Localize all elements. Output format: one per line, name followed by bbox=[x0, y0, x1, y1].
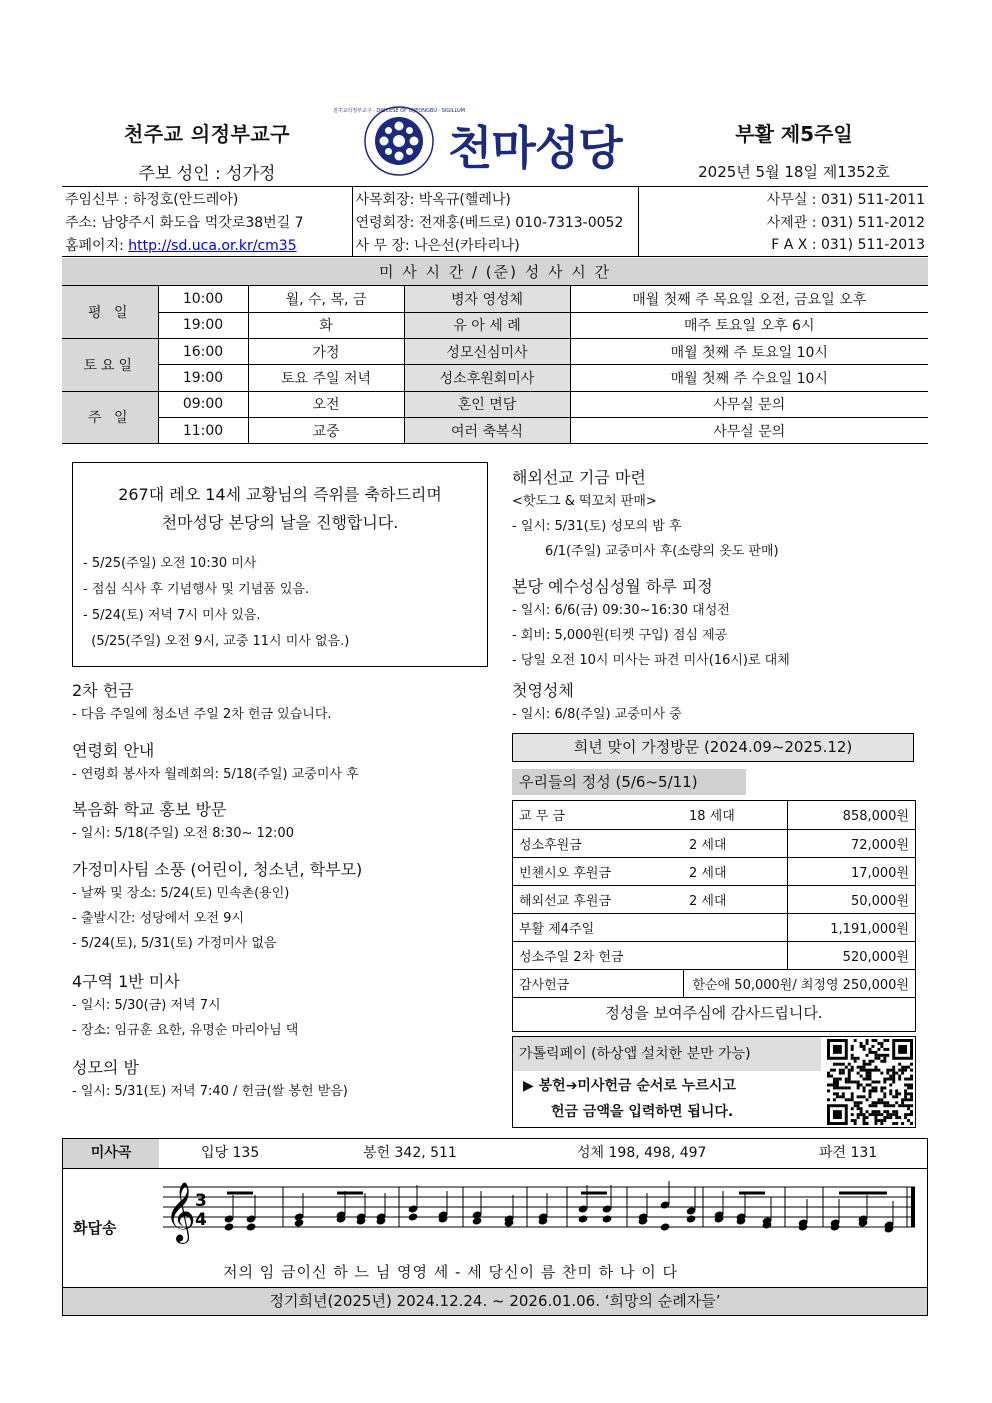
offering-amount: 1,191,000원 bbox=[787, 913, 915, 941]
offering-category: 교 무 금 bbox=[513, 801, 683, 829]
mass-time: 19:00 bbox=[158, 312, 248, 338]
thanks-message: 정성을 보여주심에 감사드립니다. bbox=[512, 997, 916, 1032]
section-marian-night bbox=[72, 1057, 492, 1104]
catholic-pay-box bbox=[512, 1036, 916, 1128]
mass-time: 16:00 bbox=[158, 339, 248, 365]
psalm-lyrics: 저의 임 금이신 하 느 님 영영 세 - 세 당신이 름 찬미 하 나 이 다 bbox=[223, 1263, 678, 1281]
liturgical-week: 부활 제5주일 bbox=[735, 122, 853, 146]
diocese-name: 천주교 의정부교구 bbox=[123, 122, 291, 146]
catholic-pay-step-1: ▶ 봉헌➔미사헌금 순서로 누르시고 bbox=[523, 1078, 736, 1094]
sacrament-note: 사무실 문의 bbox=[570, 417, 928, 443]
offering-category: 부활 제4주일 bbox=[513, 913, 787, 941]
section-line: - 일시: 5/30(금) 저녁 7시 bbox=[72, 998, 221, 1013]
offering-amount: 520,000원 bbox=[787, 941, 915, 969]
offering-category: 성소주일 2차 헌금 bbox=[513, 941, 787, 969]
table-row bbox=[513, 801, 915, 829]
list-item: - 점심 식사 후 기념행사 및 기념품 있음. bbox=[83, 582, 310, 597]
section-sacred-heart-retreat bbox=[512, 576, 928, 673]
hymn-entrance: 입당 135 bbox=[201, 1145, 260, 1161]
funeral-society-president: 연령회장: 전재홍(베드로) 010-7313-0052 bbox=[352, 210, 638, 233]
time-signature-bottom: 4 bbox=[195, 1210, 207, 1230]
info-row bbox=[62, 233, 928, 256]
table-row bbox=[513, 941, 915, 969]
info-row bbox=[62, 210, 928, 233]
sacrament: 병자 영성체 bbox=[404, 286, 570, 312]
table-row bbox=[62, 286, 928, 312]
sacrament-note: 매월 첫째 주 토요일 10시 bbox=[570, 339, 928, 365]
section-funeral-society bbox=[72, 740, 492, 787]
sacrament: 유 아 세 례 bbox=[404, 312, 570, 338]
parish-day-announcement bbox=[72, 462, 488, 667]
offering-amount: 72,000원 bbox=[787, 829, 915, 857]
section-family-mass-picnic bbox=[72, 859, 492, 956]
council-president: 사목회장: 박옥규(헬레나) bbox=[352, 187, 638, 210]
section-line: - 연령회 봉사자 월례회의: 5/18(주일) 교중미사 후 bbox=[72, 767, 359, 782]
day-sunday: 주 일 bbox=[62, 391, 158, 444]
offering-category: 성소후원금 bbox=[513, 829, 683, 857]
section-title: 성모의 밤 bbox=[72, 1058, 139, 1077]
table-row bbox=[62, 417, 928, 443]
bulletin-issue bbox=[660, 118, 928, 182]
section-second-collection bbox=[72, 680, 492, 727]
homepage-link[interactable]: http://sd.uca.or.kr/cm35 bbox=[128, 237, 297, 254]
section-line: - 날짜 및 장소: 5/24(토) 민속촌(용인) bbox=[72, 886, 290, 901]
mass-desc: 교중 bbox=[248, 417, 404, 443]
table-row bbox=[62, 312, 928, 338]
catholic-pay-step-2: 헌금 금액을 입력하면 됩니다. bbox=[551, 1104, 734, 1120]
address: 주소: 남양주시 화도읍 먹갓로38번길 7 bbox=[62, 210, 352, 233]
hymn-dismissal: 파견 131 bbox=[819, 1145, 878, 1161]
sacrament: 성소후원회미사 bbox=[404, 365, 570, 391]
mass-desc: 화 bbox=[248, 312, 404, 338]
section-mission-fundraiser bbox=[512, 467, 928, 564]
parish-logo bbox=[332, 104, 646, 178]
announcement-heading-2: 천마성당 본당의 날을 진행합니다. bbox=[161, 513, 399, 532]
homepage bbox=[62, 233, 352, 256]
offerings-title: 우리들의 정성 (5/6~5/11) bbox=[512, 769, 746, 795]
section-title: 연령회 안내 bbox=[72, 741, 155, 760]
section-line: - 일시: 5/31(토) 성모의 밤 후 bbox=[512, 519, 682, 534]
table-row bbox=[62, 339, 928, 365]
sacrament-note: 매주 토요일 오후 6시 bbox=[570, 312, 928, 338]
info-row bbox=[62, 187, 928, 210]
section-district-mass bbox=[72, 971, 492, 1043]
section-line: - 일시: 6/8(주일) 교중미사 중 bbox=[512, 707, 682, 722]
section-line: - 5/24(토), 5/31(토) 가정미사 없음 bbox=[72, 936, 277, 951]
mass-time: 19:00 bbox=[158, 365, 248, 391]
table-row bbox=[513, 885, 915, 913]
section-title: 첫영성체 bbox=[512, 681, 574, 700]
patron-saint: 주보 성인 : 성가정 bbox=[138, 164, 276, 184]
mass-desc: 월, 수, 목, 금 bbox=[248, 286, 404, 312]
thanksgiving-offering-label: 감사헌금 bbox=[513, 969, 683, 997]
section-title: 가정미사팀 소풍 (어린이, 청소년, 학부모) bbox=[72, 860, 363, 879]
treble-clef-icon: 𝄞 bbox=[165, 1182, 196, 1242]
mass-time: 10:00 bbox=[158, 286, 248, 312]
section-title: 본당 예수성심성월 하루 피정 bbox=[512, 577, 713, 596]
section-line: - 일시: 5/31(토) 저녁 7:40 / 헌금(쌀 봉헌 받음) bbox=[72, 1084, 348, 1099]
mass-music-label: 미사곡 bbox=[63, 1139, 159, 1168]
mass-desc: 오전 bbox=[248, 391, 404, 417]
mass-schedule-title: 미 사 시 간 / (준) 성 사 시 간 bbox=[62, 258, 928, 286]
mass-schedule bbox=[62, 258, 928, 444]
announcement-heading-1: 267대 레오 14세 교황님의 즉위를 축하드리며 bbox=[118, 485, 442, 504]
hymn-numbers bbox=[63, 1139, 927, 1169]
mass-music bbox=[62, 1138, 928, 1316]
section-first-communion bbox=[512, 680, 928, 727]
offering-category: 빈첸시오 후원금 bbox=[513, 857, 683, 885]
table-row bbox=[513, 829, 915, 857]
offering-count: 18 세대 bbox=[683, 801, 787, 829]
sacrament: 성모신심미사 bbox=[404, 339, 570, 365]
sacrament: 혼인 면담 bbox=[404, 391, 570, 417]
mass-desc: 가정 bbox=[248, 339, 404, 365]
offering-amount: 858,000원 bbox=[787, 801, 915, 829]
list-item: (5/25(주일) 오전 9시, 교중 11시 미사 없음.) bbox=[83, 634, 350, 649]
section-line: <핫도그 & 떡꼬치 판매> bbox=[512, 494, 657, 509]
thanksgiving-offering-donors: 한순애 50,000원/ 최정영 250,000원 bbox=[692, 977, 909, 993]
table-row bbox=[62, 365, 928, 391]
issue-date: 2025년 5월 18일 제1352호 bbox=[698, 163, 890, 181]
section-evangelization-school bbox=[72, 799, 492, 846]
section-line: - 당일 오전 10시 미사는 파견 미사(16시)로 대체 bbox=[512, 653, 790, 668]
day-weekday: 평 일 bbox=[62, 286, 158, 339]
parish-seal-icon bbox=[332, 104, 466, 178]
section-line: - 일시: 5/18(주일) 오전 8:30~ 12:00 bbox=[72, 826, 294, 841]
offering-count: 2 세대 bbox=[683, 829, 787, 857]
sacrament-note: 매월 첫째 주 목요일 오전, 금요일 오후 bbox=[570, 286, 928, 312]
section-line: - 장소: 임규훈 요한, 유명순 마리아님 댁 bbox=[72, 1023, 299, 1038]
section-title: 복음화 학교 홍보 방문 bbox=[72, 800, 227, 819]
mass-time: 09:00 bbox=[158, 391, 248, 417]
sacrament-note: 매월 첫째 주 수요일 10시 bbox=[570, 365, 928, 391]
jubilee-home-visit: 희년 맞이 가정방문 (2024.09~2025.12) bbox=[512, 733, 914, 762]
section-line: - 일시: 6/6(금) 09:30~16:30 대성전 bbox=[512, 603, 730, 618]
contact-info bbox=[62, 186, 928, 257]
music-staff bbox=[163, 1175, 923, 1265]
parish-name: 천마성당 bbox=[448, 121, 622, 175]
day-saturday: 토요일 bbox=[62, 339, 158, 392]
hymn-communion: 성체 198, 498, 497 bbox=[577, 1145, 707, 1161]
homepage-label: 홈페이지: bbox=[65, 237, 129, 254]
section-title: 2차 헌금 bbox=[72, 681, 134, 700]
table-row bbox=[513, 913, 915, 941]
offering-category: 해외선교 후원금 bbox=[513, 885, 683, 913]
section-title: 4구역 1반 미사 bbox=[72, 972, 180, 991]
logo-ring-text: 천주교의정부교구 · DIOCESE OF UIJEONGBU · SIGILLUM bbox=[332, 108, 466, 114]
offering-amount: 50,000원 bbox=[787, 885, 915, 913]
hymn-offertory: 봉헌 342, 511 bbox=[363, 1145, 457, 1161]
diocese-header bbox=[62, 118, 352, 184]
section-line: - 출발시간: 성당에서 오전 9시 bbox=[72, 911, 245, 926]
list-item: - 5/25(주일) 오전 10:30 미사 bbox=[83, 556, 257, 571]
responsorial-psalm-label: 화답송 bbox=[73, 1219, 117, 1237]
offering-amount: 17,000원 bbox=[787, 857, 915, 885]
list-item: - 5/24(토) 저녁 7시 미사 있음. bbox=[83, 608, 261, 623]
pastor: 주임신부 : 하정호(안드레아) bbox=[62, 187, 352, 210]
section-line: - 회비: 5,000원(티켓 구입) 점심 제공 bbox=[512, 628, 728, 643]
mass-time: 11:00 bbox=[158, 417, 248, 443]
section-title: 해외선교 기금 마련 bbox=[512, 468, 646, 487]
sacrament-note: 사무실 문의 bbox=[570, 391, 928, 417]
mass-desc: 토요 주일 저녁 bbox=[248, 365, 404, 391]
table-row bbox=[513, 969, 915, 997]
table-row bbox=[513, 857, 915, 885]
catholic-pay-title: 가톨릭페이 (하상앱 설치한 분만 가능) bbox=[513, 1037, 821, 1071]
rectory-phone: 사제관 : 031) 511-2012 bbox=[766, 214, 925, 231]
section-line: - 다음 주일에 청소년 주일 2차 헌금 있습니다. bbox=[72, 707, 332, 722]
offering-count: 2 세대 bbox=[683, 885, 787, 913]
qr-code-icon[interactable] bbox=[827, 1039, 913, 1125]
offering-count: 2 세대 bbox=[683, 857, 787, 885]
section-line: 6/1(주일) 교중미사 후(소량의 옷도 판매) bbox=[512, 544, 779, 559]
time-signature-top: 3 bbox=[195, 1191, 207, 1211]
offerings-table bbox=[512, 800, 916, 998]
table-row bbox=[62, 391, 928, 417]
office-manager: 사 무 장: 나은선(카타리나) bbox=[352, 233, 638, 256]
fax-number: F A X : 031) 511-2013 bbox=[771, 236, 925, 253]
sacrament: 여러 축복식 bbox=[404, 417, 570, 443]
office-phone: 사무실 : 031) 511-2011 bbox=[766, 191, 925, 208]
jubilee-year-footer: 정기희년(2025년) 2024.12.24. ~ 2026.01.06. ‘희망의 순례자들’ bbox=[63, 1287, 927, 1315]
